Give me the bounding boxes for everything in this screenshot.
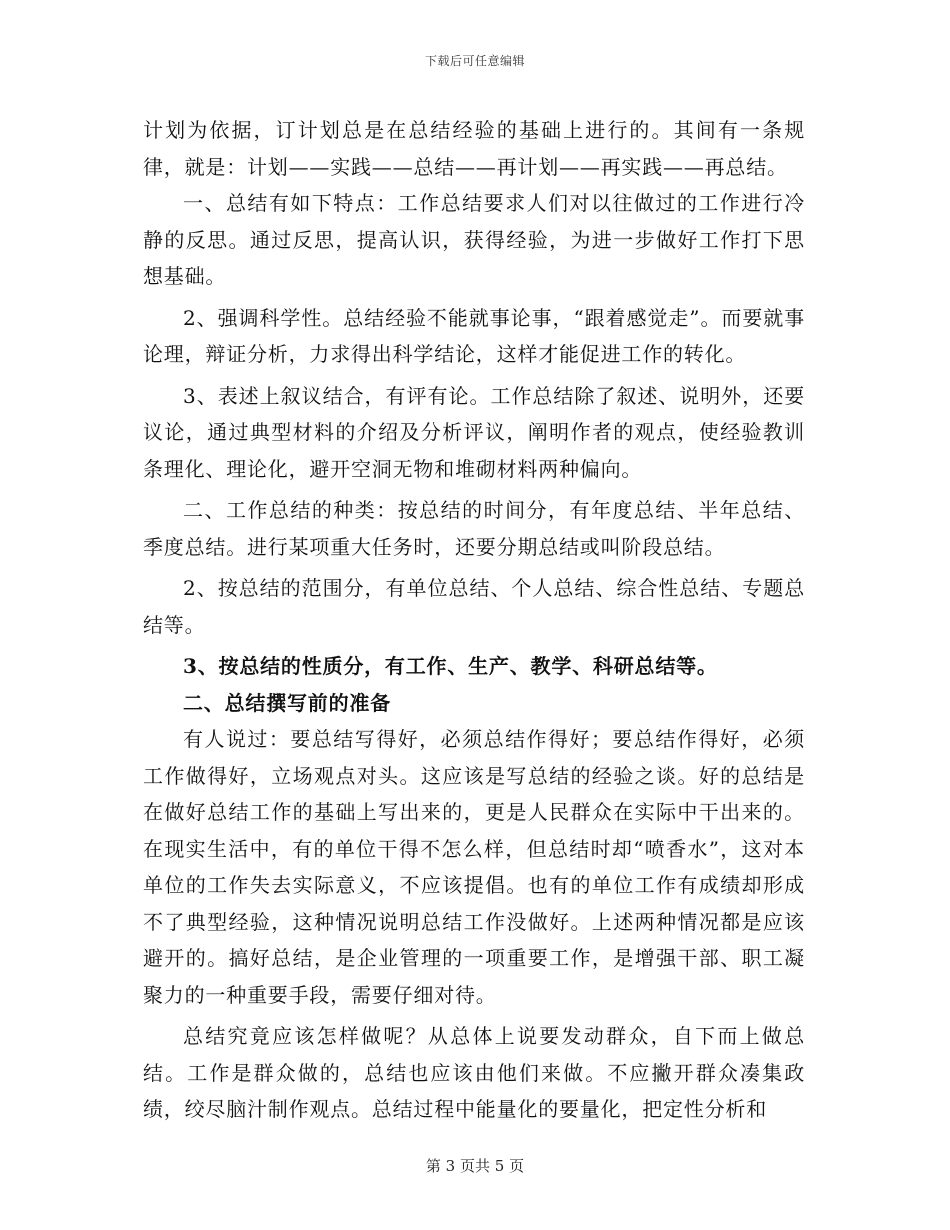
document-body — [143, 112, 805, 1128]
section-heading-preparation: 二、总结撰写前的准备 — [183, 690, 391, 715]
paragraph-8: 总结究竟应该怎样做呢？从总体上说要发动群众，自下而上做总结。工作是群众做的，总结也应该由他们来做。不应撇开群众凑集政绩，绞尽脑汁制作观点。总结过程中能量化的要量化，把定性分析和 — [143, 1024, 805, 1121]
paragraph-6: 2、按总结的范围分，有单位总结、个人总结、综合性总结、专题总结等。 — [143, 576, 805, 637]
paragraph-1: 计划为依据，订计划总是在总结经验的基础上进行的。其间有一条规律，就是：计划——实践——总结——再计划——再实践——再总结。 — [143, 118, 805, 179]
paragraph-7: 有人说过：要总结写得好，必须总结作得好；要总结作得好，必须工作做得好，立场观点对头。这应该是写总结的经验之谈。好的总结是在做好总结工作的基础上写出来的，更是人民群众在实际中干出来的。在现实生活中，有的单位干得不怎么样，但总结时却“喷香水”，这对本单位的工作失去实际意义，不应该提倡。也有的单位工作有成绩却形成不了典型经验，这种情况说明总结工作没做好。上述两种情况都是应该避开的。搞好总结，是企业管理的一项重要工作，是增强干部、职工凝聚力的一种重要手段，需要仔细对待。 — [143, 727, 805, 1007]
paragraph-5: 二、工作总结的种类：按总结的时间分，有年度总结、半年总结、季度总结。进行某项重大任务时，还要分期总结或叫阶段总结。 — [143, 498, 805, 559]
bold-heading-nature: 3、按总结的性质分，有工作、生产、教学、科研总结等。 — [183, 654, 718, 678]
page-footer: 第 3 页共 5 页 — [425, 1157, 525, 1175]
paragraph-3: 2、强调科学性。总结经验不能就事论事，“跟着感觉走”。而要就事论理，辩证分析，力求得出科学结论，这样才能促进工作的转化。 — [143, 305, 805, 366]
paragraph-2: 一、总结有如下特点：工作总结要求人们对以往做过的工作进行冷静的反思。通过反思，提高认识，获得经验，为进一步做好工作打下思想基础。 — [143, 191, 805, 288]
page-header: 下载后可任意编辑 — [424, 54, 525, 68]
paragraph-4: 3、表述上叙议结合，有评有论。工作总结除了叙述、说明外，还要议论，通过典型材料的介绍及分析评议，阐明作者的观点，使经验教训条理化、理论化，避开空洞无物和堆砌材料两种偏向。 — [143, 383, 805, 481]
